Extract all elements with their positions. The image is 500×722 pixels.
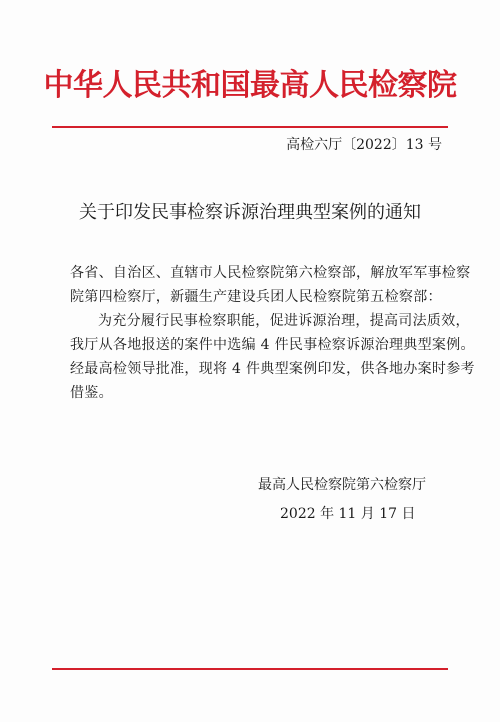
recipients-line: 各省、自治区、直辖市人民检察院第六检察部，解放军军事检察 <box>70 265 471 281</box>
recipients-line: 院第四检察厅，新疆生产建设兵团人民检察院第五检察部： <box>70 289 442 305</box>
header-red-rule <box>52 126 448 128</box>
issuing-authority-header: 中华人民共和国最高人民检察院 <box>43 68 457 103</box>
signature-date: 2022 年 11 月 17 日 <box>280 506 416 522</box>
body-paragraph-line: 借鉴。 <box>70 385 113 401</box>
body-paragraph-line: 经最高检领导批准，现将 4 件典型案例印发，供各地办案时参考 <box>70 361 475 377</box>
body-paragraph-line: 我厅从各地报送的案件中选编 4 件民事检察诉源治理典型案例。 <box>70 337 475 353</box>
body-paragraph-line: 为充分履行民事检察职能，促进诉源治理，提高司法质效， <box>98 313 470 329</box>
notice-title: 关于印发民事检察诉源治理典型案例的通知 <box>79 202 421 223</box>
signature-organization: 最高人民检察院第六检察厅 <box>258 477 426 493</box>
document-number: 高检六厅〔2022〕13 号 <box>286 137 442 153</box>
footer-red-rule <box>52 668 448 670</box>
